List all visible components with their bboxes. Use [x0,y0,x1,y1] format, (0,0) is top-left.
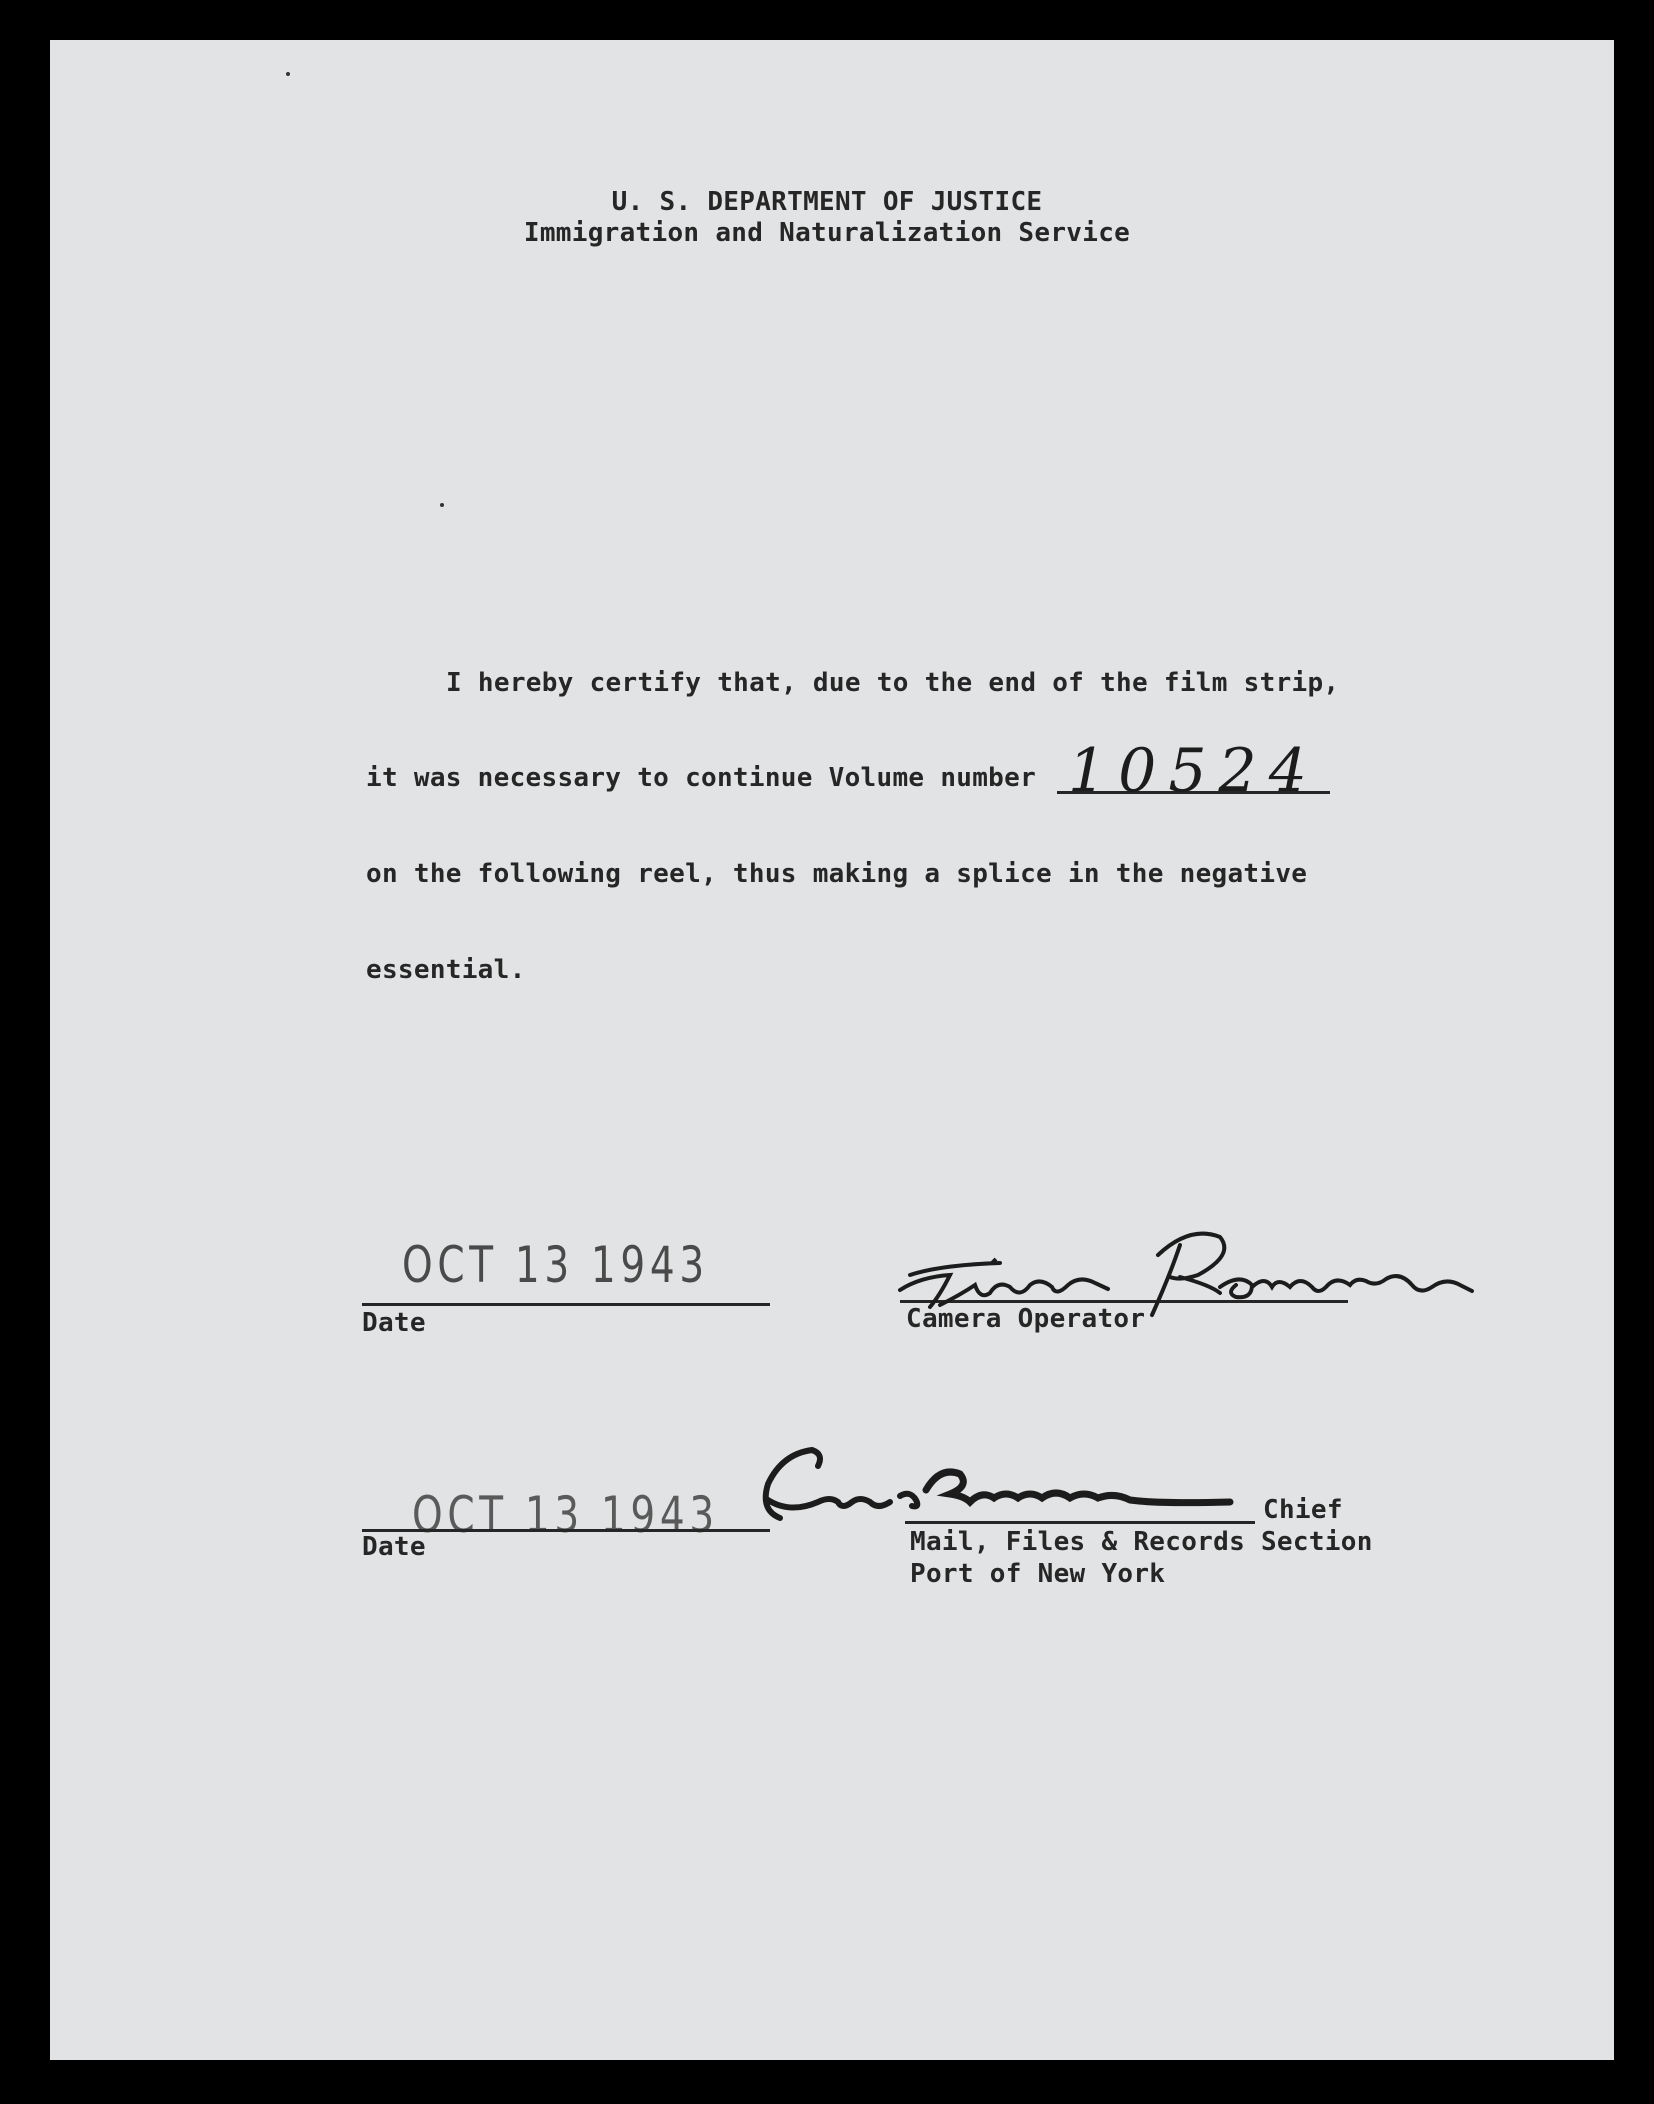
camera-operator-label: Camera Operator [906,1304,1146,1334]
chief-date-label: Date [362,1532,426,1562]
chief-signature [720,1440,1260,1540]
body-line-1: I hereby certify that, due to the end of the film strip, [446,668,1340,698]
chief-title-line-1: Chief [1263,1495,1343,1525]
body-line-3: on the following reel, thus making a splice in the negative [366,859,1308,889]
operator-date-line [362,1303,770,1306]
body-line-4: essential. [366,955,526,985]
camera-operator-signature [880,1215,1520,1335]
operator-date-stamp: OCT 13 1943 [402,1236,709,1294]
volume-number-handwritten: 10524 [1068,736,1319,806]
paper-speck [286,72,290,76]
document-page [50,40,1614,2060]
chief-title-line-3: Port of New York [910,1559,1166,1589]
paper-speck [440,503,444,507]
chief-date-stamp: OCT 13 1943 [412,1486,719,1544]
body-line-2: it was necessary to continue Volume number [366,763,1037,793]
department-heading: U. S. DEPARTMENT OF JUSTICE [611,187,1043,217]
service-heading: Immigration and Naturalization Service [523,218,1131,248]
operator-date-label: Date [362,1308,426,1338]
chief-title-line-2: Mail, Files & Records Section [910,1527,1373,1557]
